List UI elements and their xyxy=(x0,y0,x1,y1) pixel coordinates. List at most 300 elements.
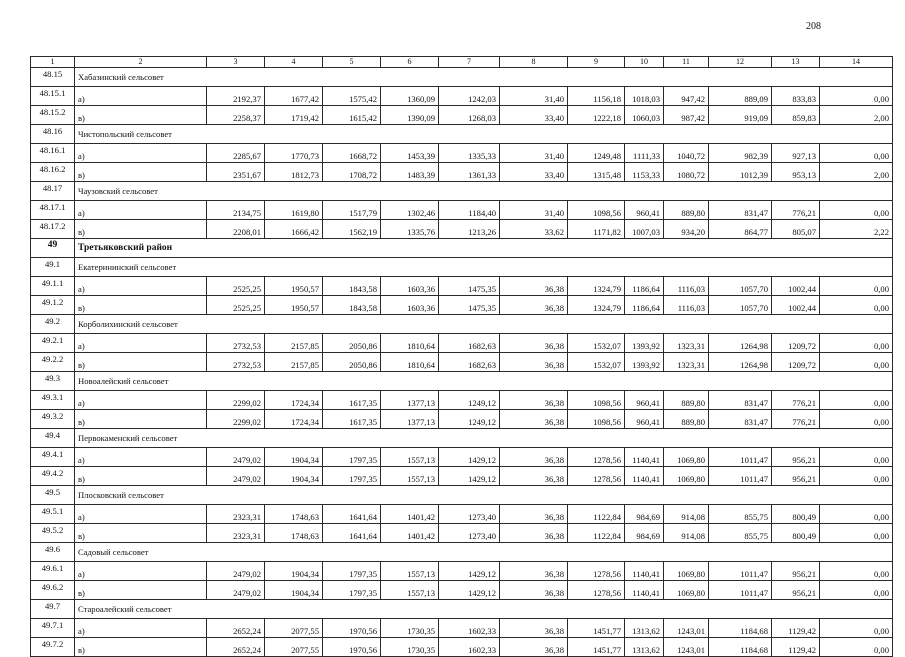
row-code: 49.4.2 xyxy=(31,467,75,486)
value-cell: 1018,03 xyxy=(625,87,664,106)
row-code: 49 xyxy=(31,239,75,258)
value-cell: 956,21 xyxy=(772,562,820,581)
row-variant: а) xyxy=(75,87,207,106)
value-cell: 864,77 xyxy=(709,220,772,239)
value-cell: 1011,47 xyxy=(709,467,772,486)
table-row xyxy=(31,562,893,581)
value-cell: 1666,42 xyxy=(265,220,323,239)
value-cell: 2134,75 xyxy=(207,201,265,220)
row-code: 48.17.2 xyxy=(31,220,75,239)
value-cell: 1557,13 xyxy=(381,448,439,467)
value-cell: 0,00 xyxy=(820,467,893,486)
value-cell: 1098,56 xyxy=(568,201,625,220)
table-header-row xyxy=(31,57,893,68)
value-cell: 914,08 xyxy=(664,524,709,543)
table-row xyxy=(31,220,893,239)
value-cell: 859,83 xyxy=(772,106,820,125)
value-cell: 1156,18 xyxy=(568,87,625,106)
value-cell: 0,00 xyxy=(820,524,893,543)
value-cell: 1950,57 xyxy=(265,277,323,296)
value-cell: 1111,33 xyxy=(625,144,664,163)
value-cell: 1724,34 xyxy=(265,391,323,410)
value-cell: 36,38 xyxy=(500,524,568,543)
row-code: 49.7 xyxy=(31,600,75,619)
value-cell: 1393,92 xyxy=(625,353,664,372)
value-cell: 1315,48 xyxy=(568,163,625,182)
value-cell: 2285,67 xyxy=(207,144,265,163)
row-code: 48.17.1 xyxy=(31,201,75,220)
value-cell: 36,38 xyxy=(500,638,568,657)
value-cell: 33,40 xyxy=(500,106,568,125)
value-cell: 36,38 xyxy=(500,410,568,429)
value-cell: 919,09 xyxy=(709,106,772,125)
value-cell: 831,47 xyxy=(709,201,772,220)
value-cell: 1810,64 xyxy=(381,334,439,353)
value-cell: 1323,31 xyxy=(664,353,709,372)
value-cell: 1797,35 xyxy=(323,562,381,581)
row-variant: а) xyxy=(75,562,207,581)
value-cell: 1171,82 xyxy=(568,220,625,239)
row-variant: в) xyxy=(75,467,207,486)
value-cell: 953,13 xyxy=(772,163,820,182)
row-variant: а) xyxy=(75,505,207,524)
value-cell: 1797,35 xyxy=(323,581,381,600)
section-name: Екатерининский сельсовет xyxy=(75,258,893,277)
value-cell: 1140,41 xyxy=(625,562,664,581)
value-cell: 1532,07 xyxy=(568,334,625,353)
row-code: 48.16.2 xyxy=(31,163,75,182)
value-cell: 2258,37 xyxy=(207,106,265,125)
value-cell: 0,00 xyxy=(820,505,893,524)
value-cell: 1313,62 xyxy=(625,619,664,638)
section-name: Староалейский сельсовет xyxy=(75,600,893,619)
value-cell: 1377,13 xyxy=(381,391,439,410)
value-cell: 1843,58 xyxy=(323,296,381,315)
value-cell: 2652,24 xyxy=(207,638,265,657)
row-code: 48.15.1 xyxy=(31,87,75,106)
value-cell: 1122,84 xyxy=(568,524,625,543)
value-cell: 831,47 xyxy=(709,391,772,410)
value-cell: 1069,80 xyxy=(664,581,709,600)
section-name: Корболихинский сельсовет xyxy=(75,315,893,334)
value-cell: 1011,47 xyxy=(709,448,772,467)
value-cell: 1324,79 xyxy=(568,296,625,315)
value-cell: 1797,35 xyxy=(323,467,381,486)
row-code: 49.6 xyxy=(31,543,75,562)
table-row xyxy=(31,619,893,638)
value-cell: 1724,34 xyxy=(265,410,323,429)
value-cell: 1429,12 xyxy=(439,448,500,467)
value-cell: 1011,47 xyxy=(709,562,772,581)
value-cell: 2157,85 xyxy=(265,353,323,372)
value-cell: 0,00 xyxy=(820,353,893,372)
value-cell: 33,40 xyxy=(500,163,568,182)
table-row xyxy=(31,163,893,182)
value-cell: 1323,31 xyxy=(664,334,709,353)
row-variant: в) xyxy=(75,410,207,429)
value-cell: 855,75 xyxy=(709,505,772,524)
value-cell: 1098,56 xyxy=(568,410,625,429)
value-cell: 36,38 xyxy=(500,581,568,600)
value-cell: 1012,39 xyxy=(709,163,772,182)
value-cell: 1116,03 xyxy=(664,277,709,296)
value-cell: 0,00 xyxy=(820,638,893,657)
value-cell: 1278,56 xyxy=(568,581,625,600)
row-code: 49.5 xyxy=(31,486,75,505)
value-cell: 1116,03 xyxy=(664,296,709,315)
table-row xyxy=(31,467,893,486)
value-cell: 2323,31 xyxy=(207,505,265,524)
value-cell: 36,38 xyxy=(500,505,568,524)
table-row xyxy=(31,391,893,410)
value-cell: 36,38 xyxy=(500,391,568,410)
value-cell: 2323,31 xyxy=(207,524,265,543)
value-cell: 2,22 xyxy=(820,220,893,239)
section-row xyxy=(31,429,893,448)
value-cell: 31,40 xyxy=(500,87,568,106)
value-cell: 1335,33 xyxy=(439,144,500,163)
table-row xyxy=(31,106,893,125)
section-row xyxy=(31,372,893,391)
section-row xyxy=(31,600,893,619)
row-code: 49.1.2 xyxy=(31,296,75,315)
row-code: 49.4.1 xyxy=(31,448,75,467)
value-cell: 1602,33 xyxy=(439,619,500,638)
section-name: Плосковский сельсовет xyxy=(75,486,893,505)
value-cell: 1129,42 xyxy=(772,638,820,657)
value-cell: 1517,79 xyxy=(323,201,381,220)
value-cell: 2479,02 xyxy=(207,448,265,467)
value-cell: 1904,34 xyxy=(265,562,323,581)
value-cell: 1730,35 xyxy=(381,638,439,657)
value-cell: 1970,56 xyxy=(323,619,381,638)
value-cell: 1129,42 xyxy=(772,619,820,638)
value-cell: 1278,56 xyxy=(568,467,625,486)
section-name: Хабазинский сельсовет xyxy=(75,68,893,87)
value-cell: 2525,25 xyxy=(207,277,265,296)
value-cell: 0,00 xyxy=(820,144,893,163)
value-cell: 1451,77 xyxy=(568,638,625,657)
section-row xyxy=(31,543,893,562)
value-cell: 1904,34 xyxy=(265,448,323,467)
value-cell: 1812,73 xyxy=(265,163,323,182)
value-cell: 889,80 xyxy=(664,201,709,220)
value-cell: 1153,33 xyxy=(625,163,664,182)
value-cell: 36,38 xyxy=(500,619,568,638)
value-cell: 1209,72 xyxy=(772,334,820,353)
value-cell: 1264,98 xyxy=(709,353,772,372)
value-cell: 2652,24 xyxy=(207,619,265,638)
value-cell: 889,80 xyxy=(664,410,709,429)
section-row xyxy=(31,486,893,505)
row-variant: в) xyxy=(75,524,207,543)
table-row xyxy=(31,448,893,467)
section-name: Новоалейский сельсовет xyxy=(75,372,893,391)
value-cell: 1483,39 xyxy=(381,163,439,182)
value-cell: 984,69 xyxy=(625,505,664,524)
value-cell: 1393,92 xyxy=(625,334,664,353)
value-cell: 1069,80 xyxy=(664,467,709,486)
value-cell: 927,13 xyxy=(772,144,820,163)
value-cell: 776,21 xyxy=(772,410,820,429)
value-cell: 831,47 xyxy=(709,410,772,429)
value-cell: 1186,64 xyxy=(625,277,664,296)
value-cell: 934,20 xyxy=(664,220,709,239)
table-row xyxy=(31,638,893,657)
value-cell: 1557,13 xyxy=(381,562,439,581)
row-code: 49.3.1 xyxy=(31,391,75,410)
value-cell: 1562,19 xyxy=(323,220,381,239)
row-variant: а) xyxy=(75,448,207,467)
table-row xyxy=(31,581,893,600)
value-cell: 1361,33 xyxy=(439,163,500,182)
column-header: 13 xyxy=(772,57,820,68)
value-cell: 956,21 xyxy=(772,581,820,600)
row-code: 49.1 xyxy=(31,258,75,277)
value-cell: 1532,07 xyxy=(568,353,625,372)
value-cell: 2299,02 xyxy=(207,391,265,410)
value-cell: 1453,39 xyxy=(381,144,439,163)
value-cell: 2299,02 xyxy=(207,410,265,429)
value-cell: 1641,64 xyxy=(323,524,381,543)
value-cell: 956,21 xyxy=(772,467,820,486)
value-cell: 2732,53 xyxy=(207,334,265,353)
value-cell: 31,40 xyxy=(500,201,568,220)
row-code: 49.4 xyxy=(31,429,75,448)
row-code: 48.16.1 xyxy=(31,144,75,163)
row-code: 49.3.2 xyxy=(31,410,75,429)
row-code: 49.5.2 xyxy=(31,524,75,543)
row-code: 49.2.1 xyxy=(31,334,75,353)
table-row xyxy=(31,277,893,296)
value-cell: 1797,35 xyxy=(323,448,381,467)
value-cell: 33,62 xyxy=(500,220,568,239)
value-cell: 1429,12 xyxy=(439,467,500,486)
section-name: Первокаменский сельсовет xyxy=(75,429,893,448)
value-cell: 1122,84 xyxy=(568,505,625,524)
value-cell: 800,49 xyxy=(772,524,820,543)
row-code: 49.6.1 xyxy=(31,562,75,581)
row-code: 48.15.2 xyxy=(31,106,75,125)
column-header: 4 xyxy=(265,57,323,68)
value-cell: 1770,73 xyxy=(265,144,323,163)
value-cell: 1011,47 xyxy=(709,581,772,600)
value-cell: 2479,02 xyxy=(207,467,265,486)
value-cell: 960,41 xyxy=(625,410,664,429)
row-variant: в) xyxy=(75,163,207,182)
row-code: 49.6.2 xyxy=(31,581,75,600)
value-cell: 2351,67 xyxy=(207,163,265,182)
value-cell: 1429,12 xyxy=(439,562,500,581)
value-cell: 1682,63 xyxy=(439,334,500,353)
value-cell: 1069,80 xyxy=(664,448,709,467)
value-cell: 1264,98 xyxy=(709,334,772,353)
district-name: Третьяковский район xyxy=(75,239,893,258)
column-header: 7 xyxy=(439,57,500,68)
value-cell: 1730,35 xyxy=(381,619,439,638)
value-cell: 1429,12 xyxy=(439,581,500,600)
value-cell: 1273,40 xyxy=(439,524,500,543)
row-code: 48.16 xyxy=(31,125,75,144)
value-cell: 1040,72 xyxy=(664,144,709,163)
value-cell: 2077,55 xyxy=(265,638,323,657)
value-cell: 1324,79 xyxy=(568,277,625,296)
value-cell: 1557,13 xyxy=(381,581,439,600)
value-cell: 31,40 xyxy=(500,144,568,163)
value-cell: 0,00 xyxy=(820,391,893,410)
value-cell: 960,41 xyxy=(625,201,664,220)
column-header: 2 xyxy=(75,57,207,68)
value-cell: 1140,41 xyxy=(625,448,664,467)
value-cell: 1057,70 xyxy=(709,277,772,296)
table-body xyxy=(31,57,893,657)
row-variant: а) xyxy=(75,277,207,296)
value-cell: 36,38 xyxy=(500,296,568,315)
value-cell: 2077,55 xyxy=(265,619,323,638)
value-cell: 1575,42 xyxy=(323,87,381,106)
value-cell: 1335,76 xyxy=(381,220,439,239)
value-cell: 2525,25 xyxy=(207,296,265,315)
value-cell: 1184,68 xyxy=(709,619,772,638)
value-cell: 1278,56 xyxy=(568,562,625,581)
value-cell: 1682,63 xyxy=(439,353,500,372)
column-header: 14 xyxy=(820,57,893,68)
value-cell: 982,39 xyxy=(709,144,772,163)
table-row xyxy=(31,296,893,315)
column-header: 8 xyxy=(500,57,568,68)
section-name: Чаузовский сельсовет xyxy=(75,182,893,201)
value-cell: 0,00 xyxy=(820,448,893,467)
table-row xyxy=(31,524,893,543)
value-cell: 1475,35 xyxy=(439,277,500,296)
row-code: 49.5.1 xyxy=(31,505,75,524)
value-cell: 1243,01 xyxy=(664,638,709,657)
value-cell: 2479,02 xyxy=(207,581,265,600)
value-cell: 1060,03 xyxy=(625,106,664,125)
value-cell: 1950,57 xyxy=(265,296,323,315)
value-cell: 1619,80 xyxy=(265,201,323,220)
value-cell: 1273,40 xyxy=(439,505,500,524)
row-variant: а) xyxy=(75,201,207,220)
value-cell: 0,00 xyxy=(820,277,893,296)
value-cell: 1278,56 xyxy=(568,448,625,467)
value-cell: 956,21 xyxy=(772,448,820,467)
value-cell: 800,49 xyxy=(772,505,820,524)
value-cell: 1904,34 xyxy=(265,581,323,600)
value-cell: 1603,36 xyxy=(381,277,439,296)
value-cell: 1617,35 xyxy=(323,391,381,410)
value-cell: 805,07 xyxy=(772,220,820,239)
value-cell: 1602,33 xyxy=(439,638,500,657)
value-cell: 1184,68 xyxy=(709,638,772,657)
value-cell: 984,69 xyxy=(625,524,664,543)
column-header: 12 xyxy=(709,57,772,68)
row-variant: а) xyxy=(75,334,207,353)
value-cell: 0,00 xyxy=(820,87,893,106)
value-cell: 2050,86 xyxy=(323,334,381,353)
value-cell: 776,21 xyxy=(772,391,820,410)
column-header: 6 xyxy=(381,57,439,68)
value-cell: 889,80 xyxy=(664,391,709,410)
value-cell: 960,41 xyxy=(625,391,664,410)
value-cell: 36,38 xyxy=(500,334,568,353)
value-cell: 889,09 xyxy=(709,87,772,106)
value-cell: 2,00 xyxy=(820,163,893,182)
value-cell: 2732,53 xyxy=(207,353,265,372)
value-cell: 0,00 xyxy=(820,296,893,315)
value-cell: 0,00 xyxy=(820,581,893,600)
value-cell: 1002,44 xyxy=(772,296,820,315)
value-cell: 987,42 xyxy=(664,106,709,125)
value-cell: 1748,63 xyxy=(265,505,323,524)
value-cell: 1002,44 xyxy=(772,277,820,296)
value-cell: 0,00 xyxy=(820,334,893,353)
value-cell: 1213,26 xyxy=(439,220,500,239)
value-cell: 2192,37 xyxy=(207,87,265,106)
column-header: 10 xyxy=(625,57,664,68)
value-cell: 1719,42 xyxy=(265,106,323,125)
value-cell: 1390,09 xyxy=(381,106,439,125)
column-header: 1 xyxy=(31,57,75,68)
row-code: 49.1.1 xyxy=(31,277,75,296)
value-cell: 1080,72 xyxy=(664,163,709,182)
value-cell: 1810,64 xyxy=(381,353,439,372)
column-header: 5 xyxy=(323,57,381,68)
value-cell: 0,00 xyxy=(820,619,893,638)
value-cell: 776,21 xyxy=(772,201,820,220)
section-name: Чистопольский сельсовет xyxy=(75,125,893,144)
value-cell: 1098,56 xyxy=(568,391,625,410)
row-variant: а) xyxy=(75,619,207,638)
value-cell: 36,38 xyxy=(500,448,568,467)
section-row xyxy=(31,125,893,144)
value-cell: 1222,18 xyxy=(568,106,625,125)
value-cell: 914,08 xyxy=(664,505,709,524)
value-cell: 36,38 xyxy=(500,353,568,372)
value-cell: 1209,72 xyxy=(772,353,820,372)
value-cell: 1243,01 xyxy=(664,619,709,638)
row-code: 49.3 xyxy=(31,372,75,391)
row-variant: в) xyxy=(75,581,207,600)
value-cell: 1401,42 xyxy=(381,524,439,543)
value-cell: 1475,35 xyxy=(439,296,500,315)
value-cell: 1748,63 xyxy=(265,524,323,543)
row-code: 48.17 xyxy=(31,182,75,201)
value-cell: 1451,77 xyxy=(568,619,625,638)
value-cell: 1641,64 xyxy=(323,505,381,524)
tariff-table xyxy=(30,56,893,657)
value-cell: 0,00 xyxy=(820,410,893,429)
value-cell: 1360,09 xyxy=(381,87,439,106)
row-variant: в) xyxy=(75,353,207,372)
value-cell: 1242,03 xyxy=(439,87,500,106)
page-number: 208 xyxy=(806,21,821,32)
value-cell: 833,83 xyxy=(772,87,820,106)
value-cell: 1377,13 xyxy=(381,410,439,429)
value-cell: 1057,70 xyxy=(709,296,772,315)
value-cell: 1401,42 xyxy=(381,505,439,524)
value-cell: 1268,03 xyxy=(439,106,500,125)
value-cell: 2157,85 xyxy=(265,334,323,353)
row-code: 49.2.2 xyxy=(31,353,75,372)
value-cell: 1677,42 xyxy=(265,87,323,106)
section-row xyxy=(31,315,893,334)
value-cell: 0,00 xyxy=(820,201,893,220)
row-code: 49.7.1 xyxy=(31,619,75,638)
row-variant: в) xyxy=(75,296,207,315)
value-cell: 1970,56 xyxy=(323,638,381,657)
table-row xyxy=(31,505,893,524)
